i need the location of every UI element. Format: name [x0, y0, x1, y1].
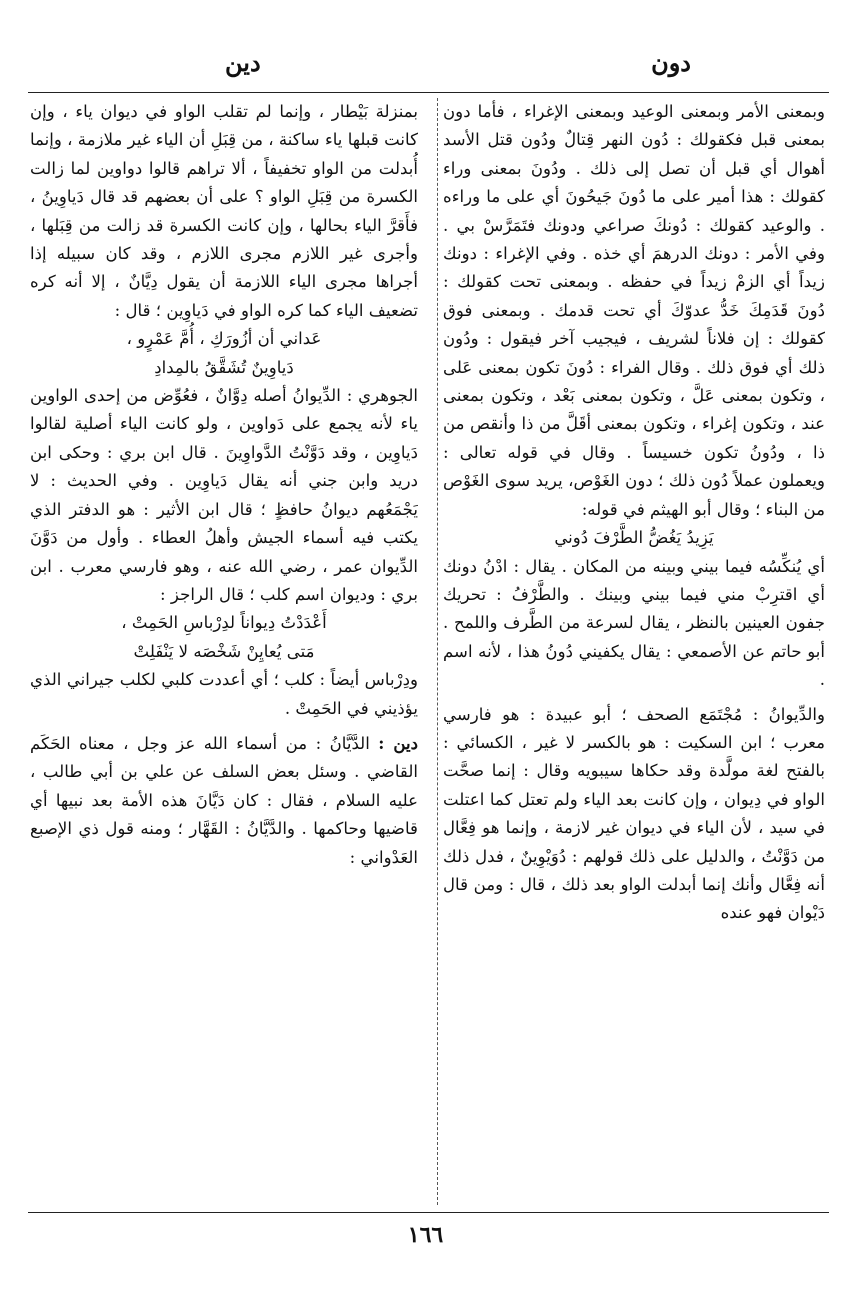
page-header-left: دين — [225, 48, 261, 77]
paragraph: والدِّيوانُ : مُجْتَمَع الصحف ؛ أبو عبيدة : هو فارسي معرب ؛ ابن السكيت : هو بالكسر لا غير ، الكسائي : بالفتح لغة مولَّدة وقد حكاها سيبويه وقال : إنما صحَّت الواو في دِيوان ، وإن كانت بعد الياء ولم تعتل كما اعتلت في سيد ، لأن الياء في ديوان غير لازمة ، وإنما هو فِعَّال من دَوَّنْتُ ، والدليل على ذلك قولهم : دُوَيْوِينٌ ، فدل ذلك أنه فِعَّال وأنك إنما أبدلت الواو بعد ذلك ، قال : ومن قال دَيْوان فهو عنده — [443, 704, 825, 923]
paragraph: الجوهري : الدِّيوانُ أصله دِوَّانٌ ، فعُوِّض من إحدى الواوين ياء لأنه يجمع على دَواوين ، ولو كانت الياء أصلية لقالوا دَياوِين ، وقد دَوَّنْتُ الدَّواوِينَ . قال ابن بري : وحكى ابن دريد وابن جني أنه يقال دَياوِين . وفي الحديث : لا يَجْمَعُهم ديوانُ حافظٍ ؛ قال ابن الأثير : هو الدفتر الذي يكتب فيه أسماء الجيش وأهلُ العطاء . وأول من دَوَّنَ الدِّيوان عمر ، رضي الله عنه ، وهو فارسي معرب . ابن بري : وديوان اسم كلب ؛ قال الراجز : — [30, 386, 418, 604]
entry-text: الدَّيَّانُ : من أسماء الله عز وجل ، معناه الحَكَم القاضي . وسئل بعض السلف عن علي بن أبي طالب ، عليه السلام ، فقال : كان دَيَّانَ هذه الأمة بعد نبيها أي قاضيها وحاكمها . والدَّيَّانُ : القَهَّار ؛ ومنه قول ذي الإصبع العَدْواني : — [30, 733, 418, 867]
paragraph: بمنزلة بَيْطار ، وإنما لم تقلب الواو في ديوان ياء ، وإن كانت قبلها ياء ساكنة ، من قِبَلِ أن الياء غير ملازمة ، وإنما أُبدلت من الواو تخفيفاً ، ألا تراهم قالوا دواوين لما زالت الكسرة من قِبَلِ الواو ؟ على أن بعضهم قد قال دَياوِينُ ، فأَقرَّ الياء بحالها ، وإن كانت الكسرة قد زالت من قِبَلها ، وأجرى غير اللازم مجرى اللازم ، وقد كان سبيله إذا أجراها مجرى الياء اللازمة أن يقول دِيَّانٌ ، إلا أنه كره تضعيف الياء كما كره الواو في دَياوِين ؛ قال : — [30, 102, 418, 320]
page-number: ١٦٦ — [407, 1222, 444, 1248]
verse-line: مَتى يُعايِنْ شَخْصَه لا يَنْفَلِتْ — [133, 641, 315, 661]
paragraph: أي يُنكِّسُه فيما بيني وبينه من المكان . يقال : ادْنُ دونك أي اقترِبْ مني فيما بيني وبينك . والطَّرْفُ : تحريك جفون العينين بالنظر ، يقال لسرعة من الطَّرف واللمح . أبو حاتم عن الأصمعي : يقال يكفيني دُونُ هذا ، لأنه اسم . — [443, 556, 825, 690]
entry-paragraph — [30, 729, 418, 872]
entry-headword: دين : — [378, 732, 418, 753]
verse-line: يَزِيدُ يَغُضُّ الطَّرْفَ دُوني — [554, 528, 714, 548]
page-header-right: دون — [651, 48, 691, 77]
top-rule — [28, 92, 829, 93]
bottom-rule — [28, 1212, 829, 1213]
verse-line: أَعْدَدْتُ دِيواناً لدِرْباسِ الحَمِتْ ، — [121, 613, 327, 633]
paragraph: وبمعنى الأمر وبمعنى الوعيد وبمعنى الإغراء ، فأما دون بمعنى قبل فكقولك : دُون النهر قِتالٌ ودُون قتل الأسد أهوال أي قبل أن تصل إلى ذلك . ودُونَ بمعنى وراء كقولك : هذا أمير على ما دُونَ جَيحُونَ أي على ما وراءه . والوعيد كقولك : دُونكَ صراعي ودونك فتَمَرَّسْ بي . وفي الأمر : دونك الدرهمَ أي خذه . وفي الإغراء : دونك زيداً أي الزمْ زيداً في حفظه . وبمعنى تحت كقولك : دُونَ قَدَمِكَ خَدُّ عدوّكَ أي تحت قدمك . وبمعنى فوق كقولك : إن فلاناً لشريف ، فيجيب آخر فيقول : ودُون ذلك أي فوق ذلك . وقال الفراء : دُونَ تكون بمعنى عَلى ، وتكون بمعنى عَلَّ ، وتكون بمعنى بَعْد ، وتكون بمعنى عند ، وتكون إغراء ، وتكون بمعنى أقَلَّ من ذا وأنقص من ذا ، ودُونُ تكون خسيساً . وقال في قوله تعالى : ويعملون عملاً دُون ذلك ؛ دون الغَوْص، يريد سوى الغَوْص من البناء ؛ وقال أبو الهيثم في قوله: — [443, 102, 825, 519]
verse-line: عَداني أن أزُورَكِ ، أُمَّ عَمْرٍو ، — [126, 329, 322, 349]
verse-line: دَياوِينٌ تُشَقَّقُ بالمِدادِ — [154, 357, 294, 377]
column-divider — [437, 98, 438, 1205]
paragraph: ودِرْباس أيضاً : كلب ؛ أي أعددت كلبي لكلب جيراني الذي يؤذيني في الحَمِتْ . — [30, 670, 418, 718]
left-column — [30, 98, 418, 1205]
right-column — [443, 98, 825, 1205]
